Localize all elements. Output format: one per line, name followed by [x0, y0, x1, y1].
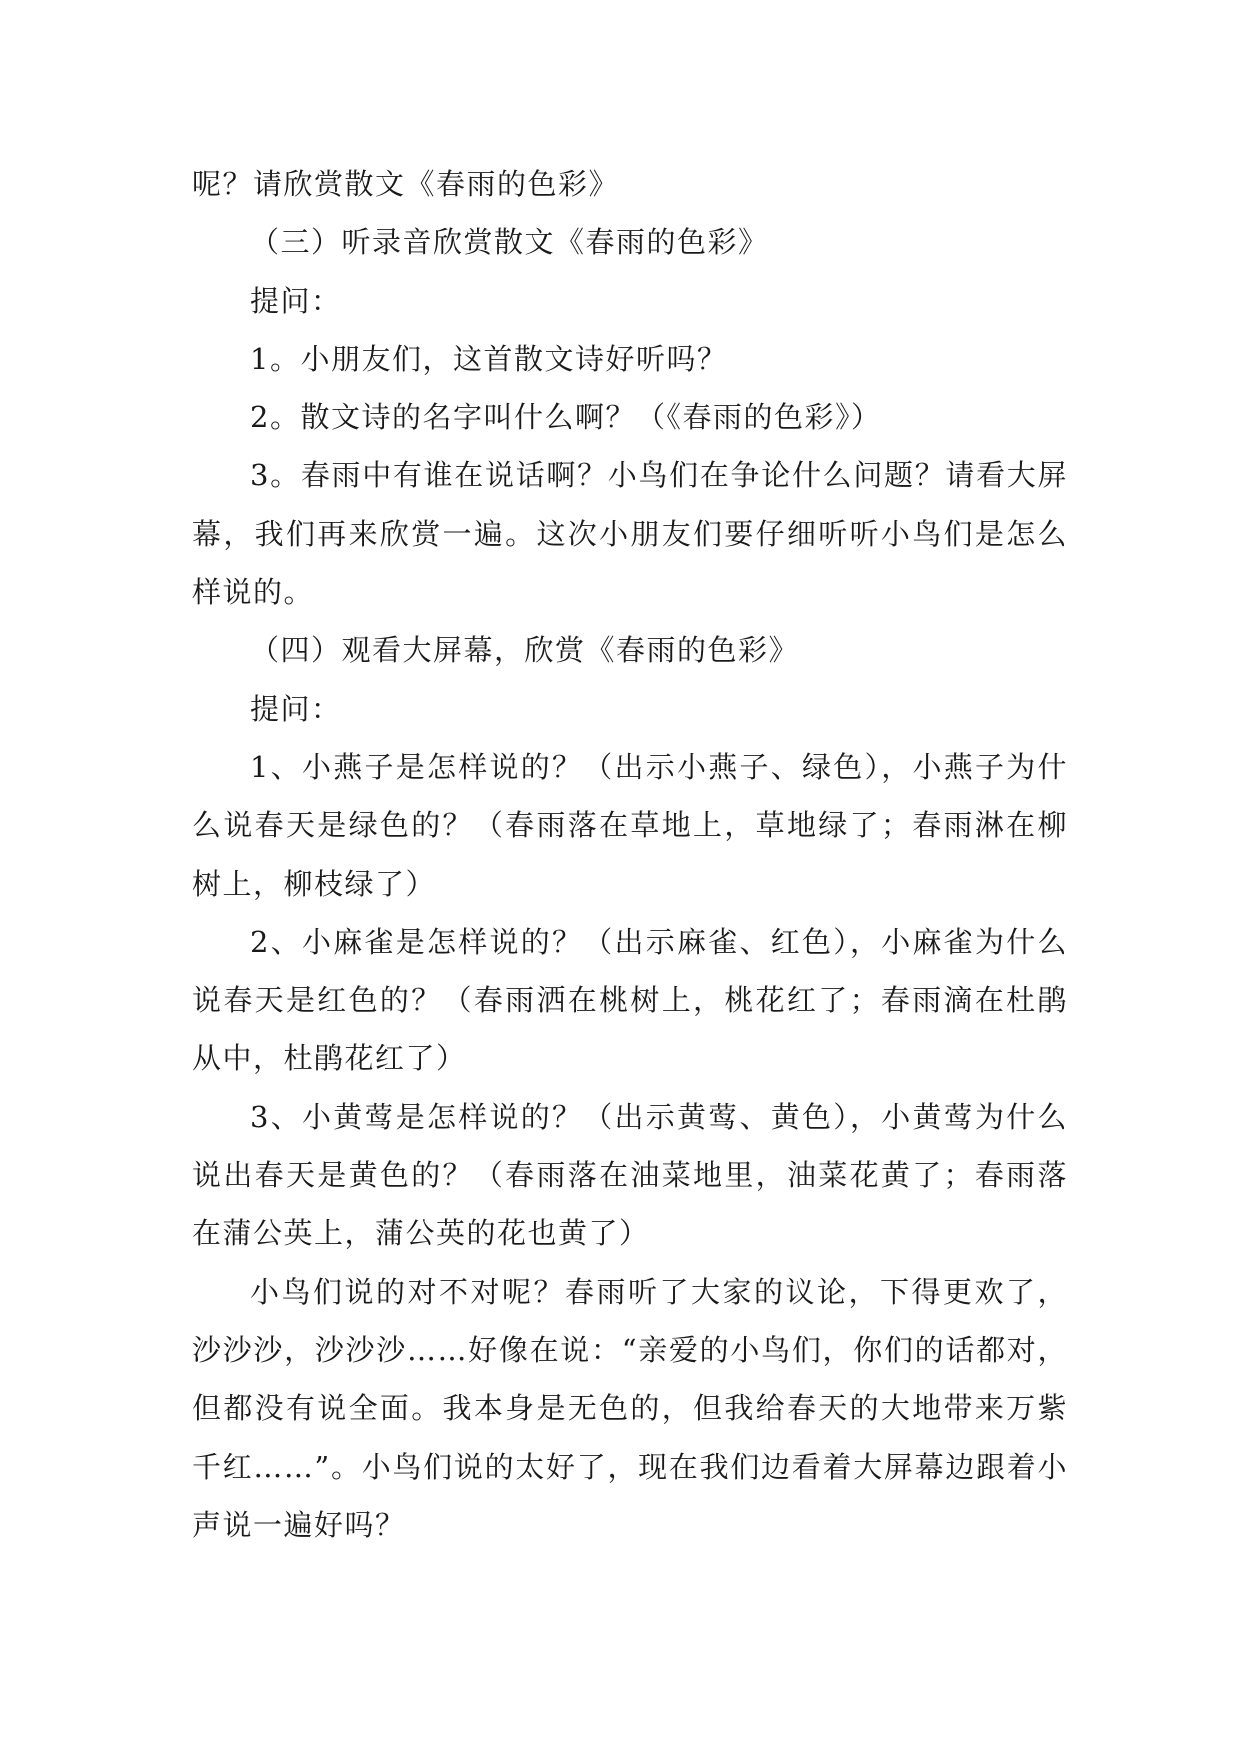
question-item: 1、小燕子是怎样说的？（出示小燕子、绿色），小燕子为什么说春天是绿色的？（春雨落在草地上，草地绿了；春雨淋在柳树上，柳枝绿了） [192, 749, 1068, 901]
question-item: 2、小麻雀是怎样说的？（出示麻雀、红色），小麻雀为什么说春天是红色的？（春雨洒在桃树上，桃花红了；春雨滴在杜鹃从中，杜鹃花红了） [192, 924, 1068, 1076]
question-item: 2。散文诗的名字叫什么啊？（《春雨的色彩》） [250, 400, 882, 435]
body-paragraph: 小鸟们说的对不对呢？春雨听了大家的议论，下得更欢了，沙沙沙，沙沙沙……好像在说：“亲爱的小鸟们，你们的话都对，但都没有说全面。我本身是无色的，但我给春天的大地带来万紫千红……”。小鸟们说的太好了，现在我们边看着大屏幕边跟着小声说一遍好吗？ [192, 1274, 1068, 1542]
document-body [192, 155, 1068, 1554]
question-label: 提问： [250, 283, 342, 318]
section-heading-4: （四）观看大屏幕，欣赏《春雨的色彩》 [250, 633, 800, 668]
question-label: 提问： [250, 691, 342, 726]
section-heading-3: （三）听录音欣赏散文《春雨的色彩》 [250, 225, 769, 260]
paragraph-continuation: 呢？请欣赏散文《春雨的色彩》 [192, 167, 620, 201]
question-item: 3。春雨中有谁在说话啊？小鸟们在争论什么问题？请看大屏幕，我们再来欣赏一遍。这次小朋友们要仔细听听小鸟们是怎么样说的。 [192, 458, 1068, 610]
question-item: 3、小黄莺是怎样说的？（出示黄莺、黄色），小黄莺为什么说出春天是黄色的？（春雨落在油菜地里，油菜花黄了；春雨落在蒲公英上，蒲公英的花也黄了） [192, 1099, 1068, 1251]
question-item: 1。小朋友们，这首散文诗好听吗？ [250, 341, 728, 376]
